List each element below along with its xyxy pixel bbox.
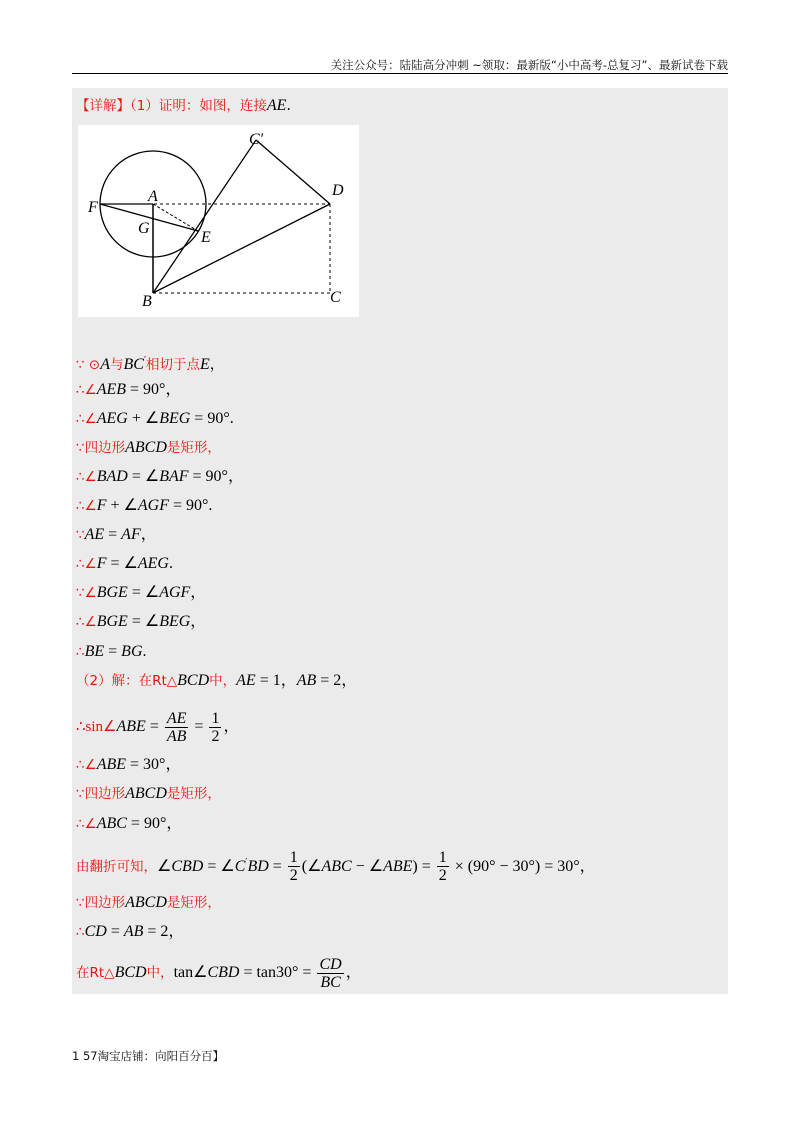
angle-abc: ABC — [321, 857, 352, 875]
equals-angle: = ∠ — [127, 468, 160, 485]
part1-label: （1）证明：如图，连接 — [130, 98, 267, 114]
intro-end: . — [286, 98, 291, 114]
angle-agf: AGF — [137, 497, 169, 514]
denominator: 2 — [438, 867, 447, 885]
therefore: ∴ — [76, 644, 85, 660]
seg-be: BE — [84, 643, 105, 660]
abc-line — [76, 814, 182, 834]
numerator: 1 — [289, 849, 298, 867]
seg-ab: AB — [123, 923, 144, 940]
angle-beg: BEG — [159, 410, 191, 427]
therefore-angle: ∴∠ — [76, 556, 97, 572]
label-g: G — [138, 220, 150, 237]
because-angle: ∵∠ — [76, 585, 97, 601]
value-90: = 90°， — [188, 468, 244, 485]
angle-aeg: AEG — [96, 410, 128, 427]
proof-line-10 — [76, 612, 206, 632]
because-rect: ∵四边形 — [76, 786, 126, 802]
therefore-angle: ∴∠ — [76, 411, 97, 427]
period: . — [142, 643, 147, 660]
plus-angle: + ∠ — [127, 410, 160, 427]
comma: ， — [209, 356, 225, 373]
header-rule — [72, 73, 728, 74]
tan-angle: tan∠ — [173, 964, 208, 981]
proof-line-3 — [76, 409, 234, 429]
seg-ae: AE — [84, 526, 105, 543]
equals-angle: = ∠ — [127, 584, 160, 601]
angle-f: F — [96, 497, 107, 514]
label-f: F — [88, 199, 98, 216]
denominator: 2 — [289, 867, 298, 885]
equals: = — [190, 718, 208, 735]
plus-angle: + ∠ — [106, 497, 138, 514]
tan30: = tan30° = — [239, 964, 316, 981]
var-a: A — [100, 355, 110, 373]
equals: = — [104, 643, 122, 660]
prime-mark: ′ — [143, 356, 146, 366]
proof-line-5 — [76, 467, 244, 487]
in-rt-tri: 在Rt△ — [76, 965, 115, 981]
by-folding: 由翻折可知， — [76, 858, 157, 875]
because-circle: ∵ ⊙ — [76, 356, 101, 373]
value-90: = 90°， — [126, 815, 183, 832]
numerator: 1 — [211, 709, 220, 727]
tan-line — [76, 954, 362, 992]
label-d: D — [332, 182, 344, 199]
angle-cbd: CBD — [171, 857, 204, 875]
line-bd — [153, 204, 330, 293]
fraction-cd-bc — [317, 956, 343, 991]
angle-aeg: AEG — [137, 555, 169, 572]
therefore-angle: ∴∠ — [76, 614, 97, 630]
part2-label: （2）解：在Rt△ — [76, 673, 178, 689]
tri-bcd: BCD — [177, 672, 210, 689]
rect-abcd: ABCD — [125, 894, 167, 911]
minus-angle: − ∠ — [351, 857, 384, 875]
therefore-angle: ∴∠ — [76, 469, 97, 485]
denominator: BC — [320, 973, 341, 991]
angle-abe: ABE — [96, 756, 127, 773]
denominator: AB — [166, 727, 187, 745]
ae-value: = 1， — [255, 672, 297, 689]
label-a: A — [148, 188, 158, 205]
angle-aeb: AEB — [96, 381, 127, 398]
var-e: E — [199, 355, 210, 373]
seg-bg: BG — [121, 643, 143, 660]
angle-bge: BGE — [96, 613, 128, 630]
fraction-half — [288, 849, 300, 884]
therefore: ∴ — [76, 924, 85, 940]
intro-var: AE — [266, 97, 287, 114]
page-header: 关注公众号：陆陆高分冲刺 ~领取：最新版“小中高考-总复习”、最新试卷下载 — [330, 58, 728, 72]
figure-svg — [78, 125, 359, 317]
proof-line-9 — [76, 583, 206, 603]
because: ∵ — [76, 527, 85, 543]
proof-line-6 — [76, 496, 212, 516]
prime-mark: ′ — [245, 858, 248, 868]
proof-line-11 — [76, 642, 147, 662]
value-90: = 90°. — [168, 497, 213, 514]
seg-cd: CD — [84, 923, 107, 940]
fraction-half — [209, 710, 221, 745]
equals-angle: = ∠ — [127, 613, 160, 630]
angle-f: F — [96, 555, 107, 572]
therefore-sin: ∴sin∠ — [76, 719, 117, 735]
text-in: 中， — [209, 673, 237, 689]
angle-abe: ABE — [383, 857, 413, 875]
angle-sign: ∠ — [157, 857, 172, 875]
cd-line — [76, 922, 184, 942]
therefore-angle: ∴∠ — [76, 816, 97, 832]
angle-baf: BAF — [159, 468, 189, 485]
because-rect: ∵四边形 — [76, 895, 126, 911]
proof-line-8 — [76, 554, 173, 574]
angle-beg: BEG — [159, 613, 191, 630]
open-paren: (∠ — [301, 857, 322, 875]
numerator: 1 — [438, 849, 447, 867]
comma: ， — [190, 613, 207, 630]
detail-tag: 【详解】 — [76, 98, 130, 114]
value-2: = 2， — [143, 923, 185, 940]
sin-line — [76, 709, 239, 745]
var-c: C — [234, 857, 246, 875]
intro-line — [76, 96, 291, 116]
fold-line — [76, 844, 596, 886]
part2-intro-line — [76, 671, 357, 691]
text-tangent: 相切于点 — [145, 356, 200, 373]
equals: = — [268, 857, 286, 875]
therefore-angle: ∴∠ — [76, 757, 97, 773]
ab-value: = 2， — [316, 672, 358, 689]
period: . — [168, 555, 173, 572]
equals-angle: = ∠ — [106, 555, 138, 572]
rect2-line — [76, 893, 221, 913]
angle-abe: ABE — [116, 718, 146, 735]
label-b: B — [142, 293, 152, 310]
value-90: = 90°， — [126, 381, 182, 398]
geometry-figure — [78, 125, 359, 317]
page-footer: 1 57淘宝店铺：向阳百分百】 — [72, 1049, 225, 1063]
label-c: C — [330, 289, 341, 306]
comma: ， — [190, 584, 207, 601]
therefore-angle: ∴∠ — [76, 382, 97, 398]
line-ae-dashed — [153, 204, 198, 231]
fraction-ae-ab — [165, 710, 189, 745]
is-rectangle: 是矩形， — [166, 786, 221, 802]
text-and: 与 — [109, 356, 124, 373]
seg-af: AF — [121, 526, 141, 543]
line-c-prime-d — [256, 140, 330, 204]
tri-bcd: BCD — [114, 964, 147, 981]
abe-line — [76, 755, 181, 775]
value-30: = 30°， — [126, 756, 182, 773]
seg-ae: AE — [236, 672, 256, 689]
fraction-half-2 — [437, 849, 449, 884]
text-in: 中， — [146, 965, 174, 981]
equals: = — [417, 857, 435, 875]
denominator: 2 — [211, 727, 220, 745]
because-rect: ∵四边形 — [76, 440, 126, 456]
angle-agf: AGF — [159, 584, 191, 601]
numerator: AE — [166, 709, 187, 727]
label-c-prime: C′ — [249, 131, 264, 148]
value-90: = 90°. — [190, 410, 234, 427]
var-bd: BD — [247, 857, 269, 875]
angle-bad: BAD — [96, 468, 128, 485]
proof-line-4 — [76, 438, 221, 458]
equals-angle: = ∠ — [203, 857, 235, 875]
comma: ， — [345, 964, 362, 981]
angle-abc: ABC — [96, 815, 127, 832]
comma: ， — [223, 718, 240, 735]
equals: = — [145, 718, 163, 735]
line-bc-prime — [153, 140, 256, 293]
proof-line-7 — [76, 525, 157, 545]
seg-ab: AB — [296, 672, 317, 689]
angle-cbd: CBD — [207, 964, 240, 981]
var-bc: BC — [123, 355, 144, 373]
is-rectangle: 是矩形， — [166, 895, 221, 911]
label-e: E — [201, 229, 211, 246]
comma: ， — [140, 526, 157, 543]
proof-line-2 — [76, 380, 181, 400]
angle-bge: BGE — [96, 584, 128, 601]
rect-abcd: ABCD — [125, 439, 167, 456]
equals: = — [104, 526, 122, 543]
is-rectangle: 是矩形， — [166, 440, 221, 456]
close-paren: ) — [412, 857, 418, 875]
numerator: CD — [319, 955, 342, 973]
proof-line-1 — [76, 351, 224, 375]
equals: = — [106, 923, 124, 940]
rect-line — [76, 784, 221, 804]
therefore-angle: ∴∠ — [76, 498, 97, 514]
calc-30: × (90° − 30°) = 30°， — [450, 857, 596, 875]
rect-abcd: ABCD — [125, 785, 167, 802]
